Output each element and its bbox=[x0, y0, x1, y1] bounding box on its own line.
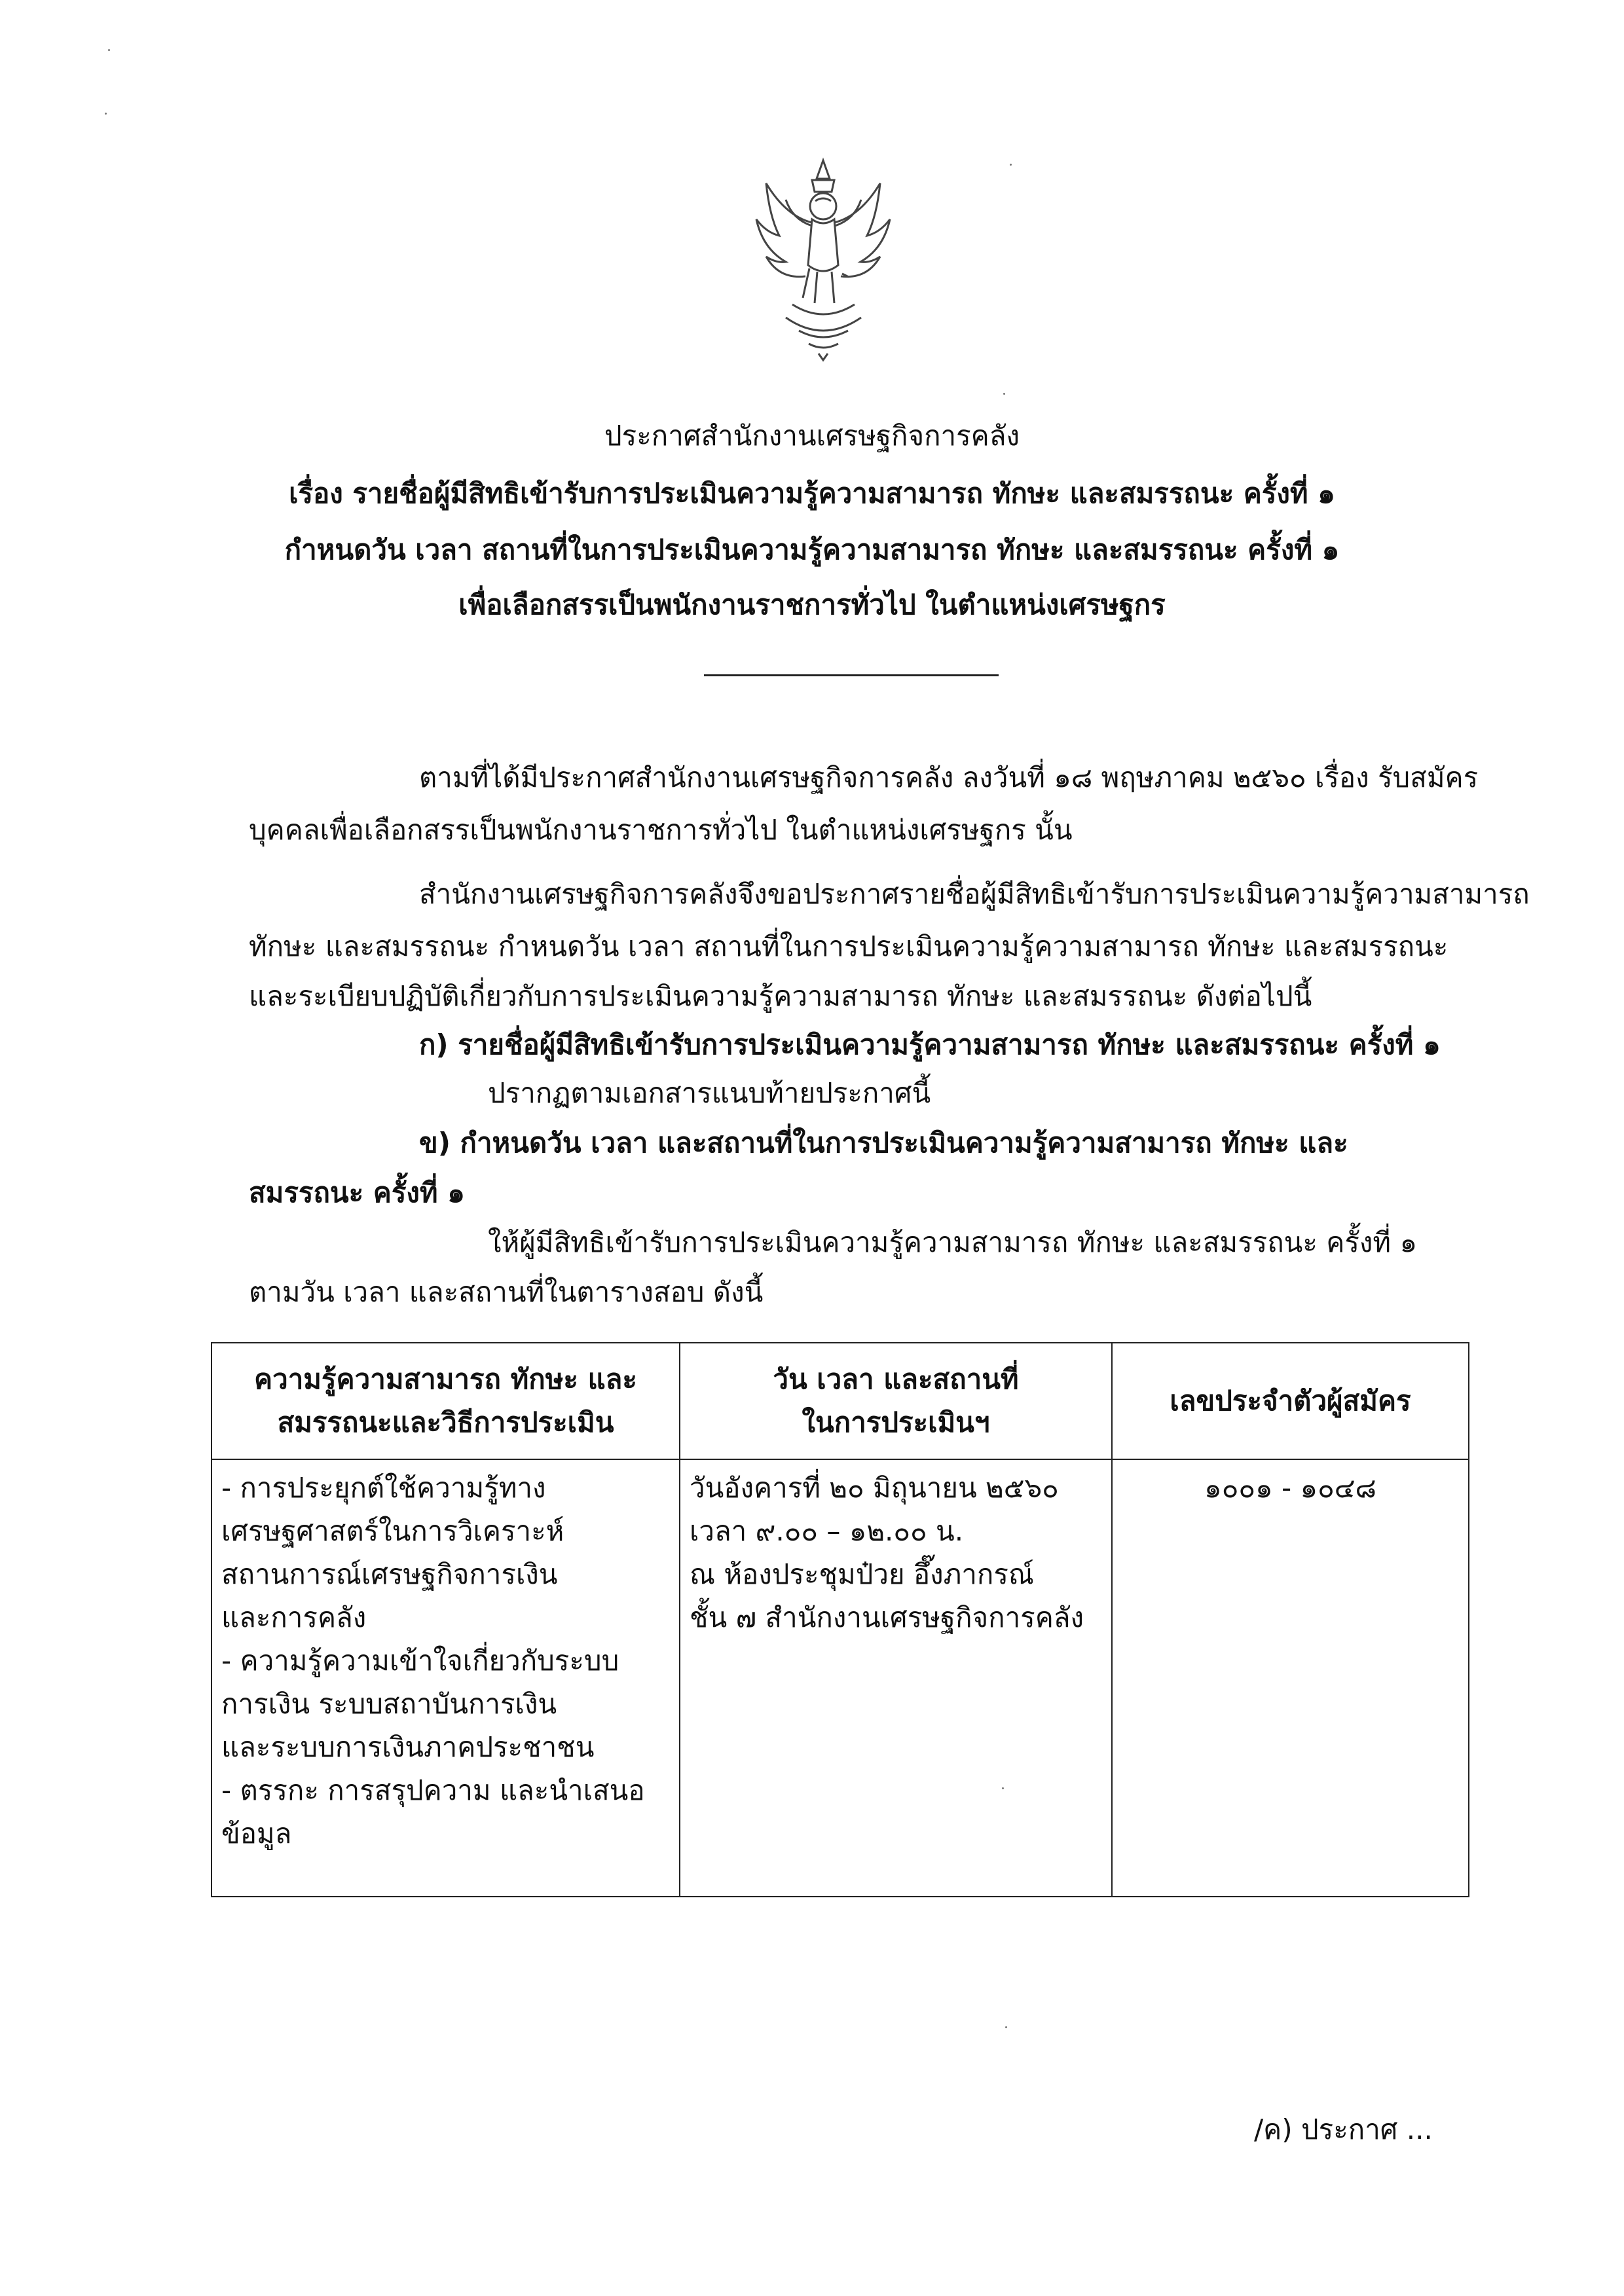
subject-line-2: กำหนดวัน เวลา สถานที่ในการประเมินความรู้ความสามารถ ทักษะ และสมรรถนะ ครั้งที่ ๑ bbox=[284, 534, 1340, 566]
item-b-text-line-2: ตามวัน เวลา และสถานที่ในตารางสอบ ดังนี้ bbox=[249, 1276, 764, 1308]
scan-speck bbox=[1005, 2026, 1007, 2028]
paragraph-1-line-2: บุคคลเพื่อเลือกสรรเป็นพนักงานราชการทั่วไป ในตำแหน่งเศรษฐกร นั้น bbox=[249, 814, 1073, 846]
header-date-time-place: วัน เวลา และสถานที่ ในการประเมินฯ bbox=[680, 1343, 1112, 1459]
garuda-emblem-icon bbox=[747, 154, 900, 363]
item-b-heading-line-1: ข) กำหนดวัน เวลา และสถานที่ในการประเมินความรู้ความสามารถ ทักษะ และ bbox=[419, 1127, 1348, 1159]
scan-speck bbox=[108, 49, 110, 51]
header-competencies: ความรู้ความสามารถ ทักษะ และ สมรรถนะและวิธีการประเมิน bbox=[212, 1343, 680, 1459]
announcement-title: ประกาศสำนักงานเศรษฐกิจการคลัง bbox=[604, 420, 1020, 452]
paragraph-2-line-1: สำนักงานเศรษฐกิจการคลังจึงขอประกาศรายชื่อผู้มีสิทธิเข้ารับการประเมินความรู้ความสามารถ bbox=[419, 878, 1530, 910]
continuation-note: /ค) ประกาศ ... bbox=[1254, 2113, 1433, 2145]
item-a-heading: ก) รายชื่อผู้มีสิทธิเข้ารับการประเมินความรู้ความสามารถ ทักษะ และสมรรถนะ ครั้งที่ ๑ bbox=[419, 1029, 1441, 1061]
scan-speck bbox=[1010, 164, 1012, 166]
item-a-text: ปรากฏตามเอกสารแนบท้ายประกาศนี้ bbox=[488, 1077, 931, 1109]
item-b-heading-line-2: สมรรถนะ ครั้งที่ ๑ bbox=[249, 1176, 465, 1209]
cell-competencies: - การประยุกต์ใช้ความรู้ทาง เศรษฐศาสตร์ในการวิเคราะห์ สถานการณ์เศรษฐกิจการเงิน และการคลัง - ความรู้ความเข้าใจเกี่ยวกับระบบ การเงิน ระบบสถาบันการเงิน และระบบการเงินภาคประชาชน - ตรรกะ การสรุปความ และนำเสนอ ข้อมูล bbox=[212, 1459, 680, 1897]
paragraph-1-line-1: ตามที่ได้มีประกาศสำนักงานเศรษฐกิจการคลัง ลงวันที่ ๑๘ พฤษภาคม ๒๕๖๐ เรื่อง รับสมัคร bbox=[419, 761, 1479, 793]
subject-line-3: เพื่อเลือกสรรเป็นพนักงานราชการทั่วไป ในตำแหน่งเศรษฐกร bbox=[458, 589, 1166, 621]
subject-line-1: เรื่อง รายชื่อผู้มีสิทธิเข้ารับการประเมินความรู้ความสามารถ ทักษะ และสมรรถนะ ครั้งที่ ๑ bbox=[289, 477, 1335, 509]
assessment-schedule-table bbox=[211, 1342, 1469, 1897]
table-row bbox=[212, 1459, 1469, 1897]
scan-speck bbox=[1003, 393, 1005, 395]
scan-speck bbox=[105, 113, 107, 115]
header-applicant-id: เลขประจำตัวผู้สมัคร bbox=[1112, 1343, 1469, 1459]
table-header-row bbox=[212, 1343, 1469, 1459]
paragraph-2-line-3: และระเบียบปฏิบัติเกี่ยวกับการประเมินความรู้ความสามารถ ทักษะ และสมรรถนะ ดังต่อไปนี้ bbox=[249, 980, 1312, 1012]
paragraph-2-line-2: ทักษะ และสมรรถนะ กำหนดวัน เวลา สถานที่ในการประเมินความรู้ความสามารถ ทักษะ และสมรรถนะ bbox=[249, 930, 1449, 962]
item-b-text-line-1: ให้ผู้มีสิทธิเข้ารับการประเมินความรู้ความสามารถ ทักษะ และสมรรถนะ ครั้งที่ ๑ bbox=[488, 1226, 1418, 1258]
cell-schedule: วันอังคารที่ ๒๐ มิถุนายน ๒๕๖๐ เวลา ๙.๐๐ – ๑๒.๐๐ น. ณ ห้องประชุมป๋วย อึ๊งภากรณ์ ชั้น ๗ สำนักงานเศรษฐกิจการคลัง bbox=[680, 1459, 1112, 1897]
header-divider bbox=[704, 674, 999, 676]
cell-applicant-ids: ๑๐๐๑ - ๑๐๔๘ bbox=[1112, 1459, 1469, 1897]
